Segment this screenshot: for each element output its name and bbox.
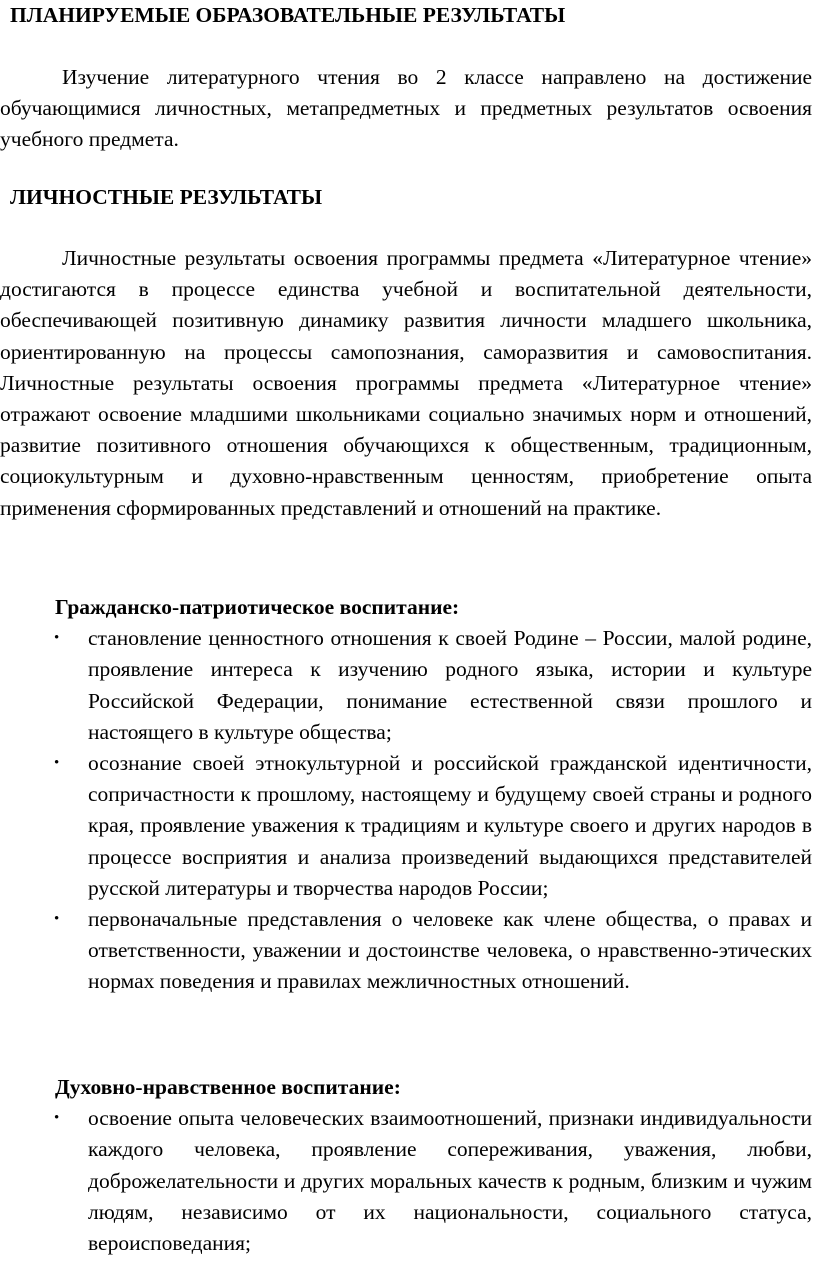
list-item	[0, 904, 812, 998]
list-item	[0, 748, 812, 904]
section-title: Гражданско-патриотическое воспитание:	[55, 595, 460, 619]
heading-personal-results: ЛИЧНОСТНЫЕ РЕЗУЛЬТАТЫ	[10, 185, 323, 209]
bullet-list	[0, 1103, 812, 1259]
bullet-list	[0, 623, 812, 997]
heading-main: ПЛАНИРУЕМЫЕ ОБРАЗОВАТЕЛЬНЫЕ РЕЗУЛЬТАТЫ	[10, 3, 566, 27]
list-item	[0, 623, 812, 748]
section-title: Духовно-нравственное воспитание:	[55, 1075, 401, 1099]
personal-results-paragraph: Личностные результаты освоения программы предмета «Литературное чтение» достигаются в процессе единства учебной и воспитательной деятельности, обеспечивающей позитивную динамику развития личности младшего школьника, ориентированную на процессы самопознания, саморазвития и самовоспитания. Личностные результаты освоения программы предмета «Литературное чтение» отражают освоение младшими школьниками социально значимых норм и отношений, развитие позитивного отношения обучающихся к общественным, традиционным, социокультурным и духовно-нравственным ценностям, приобретение опыта применения сформированных представлений и отношений на практике.	[0, 246, 812, 520]
list-item	[0, 1103, 812, 1259]
bullet-icon: •	[54, 911, 60, 928]
section-civic-patriotic	[0, 592, 812, 998]
list-item-text: первоначальные представления о человеке как члене общества, о правах и ответственности, уважении и достоинстве человека, о нравственно-этических нормах поведения и правилах межличностных отношений.	[88, 907, 812, 994]
section-spiritual-moral	[0, 1072, 812, 1259]
list-item-text: освоение опыта человеческих взаимоотношений, признаки индивидуальности каждого человека, проявление сопереживания, уважения, любви, доброжелательности и других моральных качеств к родным, близким и чужим людям, независимо от их национальности, социального статуса, вероисповедания;	[88, 1106, 812, 1256]
bullet-icon: •	[54, 630, 60, 647]
list-item-text: становление ценностного отношения к своей Родине – России, малой родине, проявление интереса к изучению родного языка, истории и культуре Российской Федерации, понимание естественной связи прошлого и настоящего в культуре общества;	[88, 626, 812, 744]
bullet-icon: •	[54, 1110, 60, 1127]
intro-paragraph: Изучение литературного чтения во 2 классе направлено на достижение обучающимися личностных, метапредметных и предметных результатов освоения учебного предмета.	[0, 65, 812, 152]
bullet-icon: •	[54, 755, 60, 772]
list-item-text: осознание своей этнокультурной и российской гражданской идентичности, сопричастности к прошлому, настоящему и будущему своей страны и родного края, проявление уважения к традициям и культуре своего и других народов в процессе восприятия и анализа произведений выдающихся представителей русской литературы и творчества народов России;	[88, 751, 812, 900]
